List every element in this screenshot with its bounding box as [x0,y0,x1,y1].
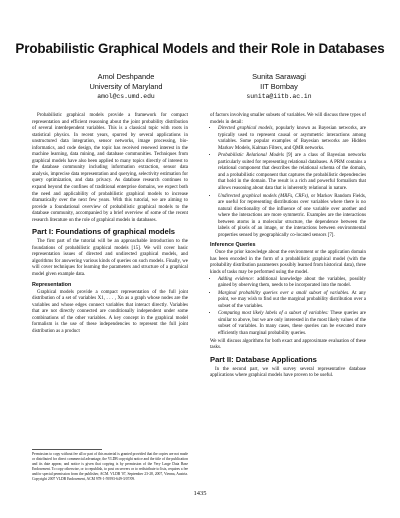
inference-tasks-list [210,277,366,338]
part1-paragraph: The first part of the tutorial will be an approachable introduction to the foundations of probabilistic graphical models [15]. We will cover basic representation issues of directed and undirected graphical models, and algorithms for answering various kinds of queries on such models. Finally, we will cover techniques for learning the parameters and structure of a graphical model given example data. [32,239,188,278]
inference-paragraph: Once the prior knowledge about the environment or the application domain has been encoded in the form of a probabilistic graphical model (with the probability distribution parameters possibly learned from historical data), three kinds of tasks may be performed using the model. [210,250,366,276]
representation-heading: Representation [32,281,72,288]
right-column [210,113,366,380]
author-affiliation: University of Maryland [89,82,163,91]
tasks-after-paragraph: We will discuss algorithms for both exact and approximate evaluation of these tasks. [210,338,366,351]
author-1 [66,72,186,102]
list-item: • Directed graphical models, popularly known as Bayesian networks, are typically used to represent causal or asymmetric interactions among variables. Some popular examples of Bayesian networks are Hidden Markov Models, Kalman Filters, and QMR networks. [218,126,366,152]
list-item: • Marginal probability queries over a small subset of variables. At any point, we may wish to find out the marginal probability distribution over a subset of the variables. [218,291,366,311]
representation-paragraph: Graphical models provide a compact representation of the full joint distribution of a set of variables X1, . . . , Xn as a graph whose nodes are the variables and whose edges connect variables that interact directly. Variables that are not directly connected are conditionally independent under some combinations of the other variables. A key concept in the graphical model formalism is the use of these independencies to represent the full joint distribution as a product [32,289,188,334]
paper-title: Probabilistic Graphical Models and their Role in Databases [15,41,385,56]
inference-heading: Inference Queries [210,242,256,249]
list-item: • Computing most likely labels of a subset of variables: These queries are similar to above, but we are only interested in the most likely values of the subset of variables. In many cases, these queries can be executed more efficiently than marginal probability queries. [218,311,366,337]
continued-paragraph: of factors involving smaller subsets of variables. We will discuss three types of models in detail: [210,113,366,125]
intro-paragraph: Probabilistic graphical models provide a framework for compact representation and efficient reasoning about the joint probability distribution of several interdependent variables. This is a classical topic with roots in statistical physics. In recent years, spurred by several applications in unstructured data integration, sensor networks, image processing, bio-informatics, and code design, the topic has received renewed interest in the machine learning, data mining, and database communities. Techniques from graphical models have also been applied to many topics directly of interest to the database community including information extraction, sensor data analysis, imprecise data representation and querying, selectivity estimation for query optimization, and data privacy. As database research continues to expand beyond the confines of traditional enterprise domains, we expect both the need and applicability of probabilistic graphical models to increase dramatically over the next few years. With this tutorial, we are aiming to provide a foundational overview of probabilistic graphical models to the database community, accompanied by a brief overview of some of the recent research literature on the role of graphical models in databases. [32,113,188,223]
list-item: • Adding evidence: additional knowledge about the variables, possibly gained by observing them, needs to be incorporated into the model. [218,277,366,290]
page-number: 1435 [193,490,207,497]
part2-paragraph: In the second part, we will survey several representative database applications where graphical models have proven to be useful. [210,366,366,379]
model-types-list [210,126,366,239]
author-affiliation: IIT Bombay [260,82,298,91]
part2-heading: Part II: Database Applications [210,354,317,364]
author-name: Sunita Sarawagi [252,72,306,81]
copyright-footnote: Permission to copy without fee all or part of this material is granted provided that the copies are not made or distributed for direct commercial advantage, the VLDB copyright notice and the title of the publication and its date appear, and notice is given that copying is by permission of the Very Large Data Base Endowment. To copy otherwise, or to republish, to post on servers or to redistribute to lists, requires a fee and/or special permission from the publisher, ACM. VLDB '07, September 23-28, 2007, Vienna, Austria. Copyright 2007 VLDB Endowment, ACM 978-1-59593-649-3/07/09. [32,452,188,481]
author-2 [219,72,339,102]
author-email: amol@cs.umd.edu [97,93,155,100]
footnote-rule [32,449,102,450]
part1-heading: Part I: Foundations of graphical models [32,227,176,237]
left-column [32,113,188,335]
author-email: sunita@iitb.ac.in [246,93,312,100]
author-name: Amol Deshpande [97,72,155,81]
list-item: • Probabilistic Relational Models [9] are a class of Bayesian networks particularly suited for representing relational databases. A PRM contains a relational component that describes the relational schema of the domain, and a probabilistic component that captures the probabilistic dependencies that hold in the domain. The result is a rich and powerful formalism that allows reasoning about data that is inherently relational in nature. [218,153,366,192]
list-item: • Undirected graphical models (MRFs, CRFs), or Markov Random Fields, are useful for representing distributions over variables where there is no natural directionality of the influence of one variable over another and where the interactions are more symmetric. Examples are the interactions between atoms in a molecular structure, the dependence between the labels of pixels of an image, or the interactions between environmental properties sensed by geographically co-located sensors [7]. [218,194,366,240]
